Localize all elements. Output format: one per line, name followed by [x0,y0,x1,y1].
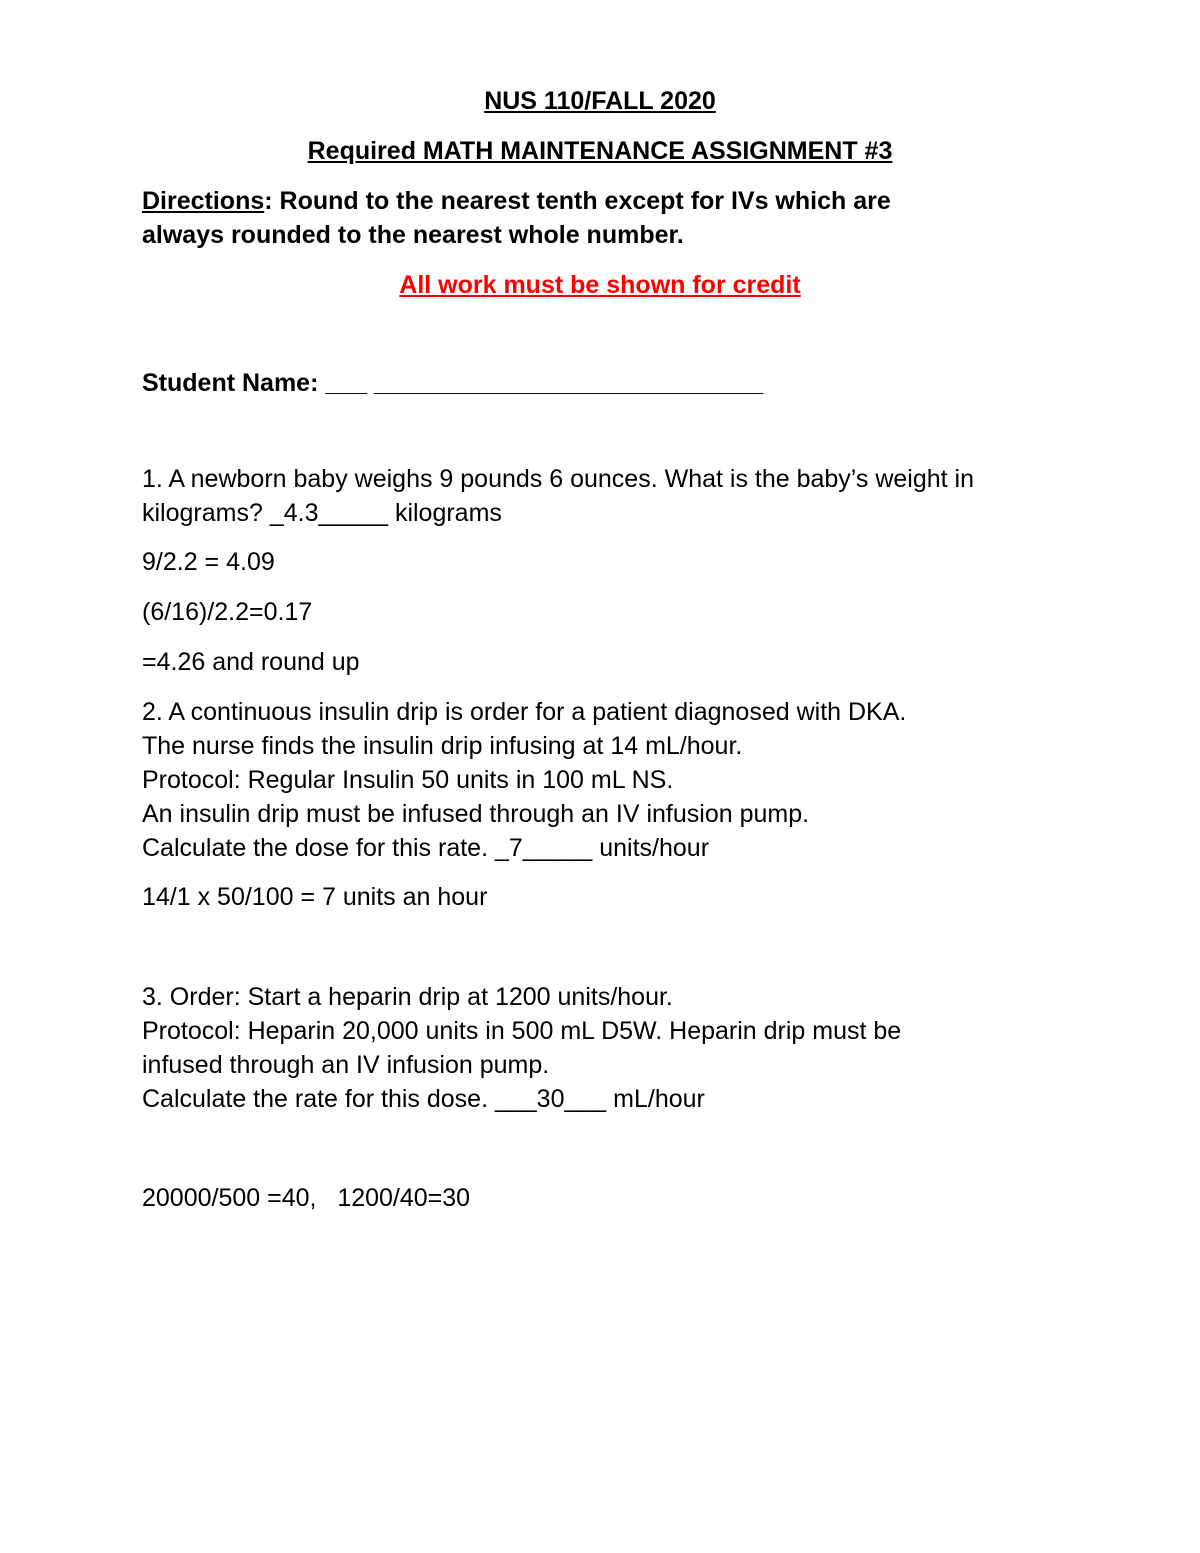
q1-work-line-1: 9/2.2 = 4.09 [142,548,275,576]
directions-line-2: always rounded to the nearest whole number. [142,221,684,249]
work-shown-notice: All work must be shown for credit [399,271,801,299]
student-name-line [142,366,763,400]
q1-work-line-2: (6/16)/2.2=0.17 [142,598,313,626]
directions-label: Directions [142,187,265,215]
q3-text-line-3: infused through an IV infusion pump. [142,1051,550,1079]
directions-line-1 [142,184,891,218]
assignment-title: Required MATH MAINTENANCE ASSIGNMENT #3 [307,137,893,165]
q3-text-line-4: Calculate the rate for this dose. ___30___ mL/hour [142,1085,705,1113]
q2-work-line-1: 14/1 x 50/100 = 7 units an hour [142,883,488,911]
q2-text-line-3: Protocol: Regular Insulin 50 units in 100 mL NS. [142,766,674,794]
course-title: NUS 110/FALL 2020 [484,87,716,115]
q1-text-line-1: 1. A newborn baby weighs 9 pounds 6 ounces. What is the baby’s weight in [142,465,975,493]
student-name-label: Student Name: [142,369,319,397]
q3-text-line-1: 3. Order: Start a heparin drip at 1200 units/hour. [142,983,673,1011]
q2-text-line-2: The nurse finds the insulin drip infusing at 14 mL/hour. [142,732,743,760]
q1-work-line-3: =4.26 and round up [142,648,360,676]
q2-text-line-4: An insulin drip must be infused through an IV infusion pump. [142,800,810,828]
directions-text-1: : Round to the nearest tenth except for IVs which are [264,187,891,215]
q3-text-line-2: Protocol: Heparin 20,000 units in 500 mL D5W. Heparin drip must be [142,1017,902,1045]
q1-text-line-2: kilograms? _4.3_____ kilograms [142,499,502,527]
q2-text-line-1: 2. A continuous insulin drip is order for a patient diagnosed with DKA. [142,698,907,726]
q2-text-line-5: Calculate the dose for this rate. _7_____ units/hour [142,834,710,862]
student-name-blank: ___ ____________________________ [318,369,764,397]
q3-work-line-1: 20000/500 =40, 1200/40=30 [142,1184,471,1212]
